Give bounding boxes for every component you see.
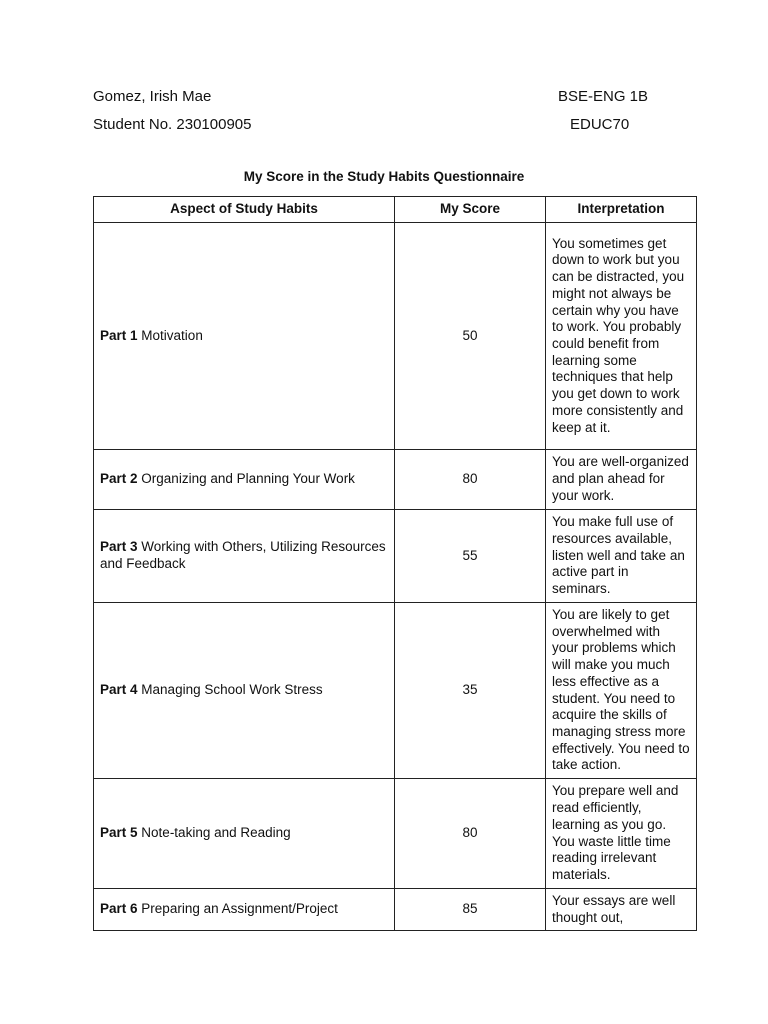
interpretation-cell: You are likely to get overwhelmed with your problems which will make you much less effective as a student. You need to acquire the skills of managing stress more effectively. You need to take action. (546, 603, 697, 779)
study-habits-score-table (93, 196, 697, 931)
aspect-cell (94, 450, 395, 510)
part-label: Part 4 (100, 682, 138, 698)
table-row (94, 779, 697, 889)
aspect-cell (94, 510, 395, 603)
aspect-cell (94, 603, 395, 779)
table-row (94, 603, 697, 779)
score-cell: 35 (395, 603, 546, 779)
part-label: Part 5 (100, 825, 138, 841)
table-row (94, 889, 697, 931)
aspect-name: Managing School Work Stress (141, 682, 323, 698)
table-row (94, 223, 697, 450)
student-name: Gomez, Irish Mae (93, 88, 212, 105)
aspect-cell (94, 223, 395, 450)
score-cell: 80 (395, 779, 546, 889)
score-cell: 85 (395, 889, 546, 931)
interpretation-cell: You sometimes get down to work but you can be distracted, you might not always be certain why you have to work. You probably could benefit from learning some techniques that help you get down to work more consistently and keep at it. (546, 223, 697, 450)
table-row (94, 450, 697, 510)
column-header-aspect: Aspect of Study Habits (94, 197, 395, 223)
part-label: Part 3 (100, 539, 138, 555)
table-header-row (94, 197, 697, 223)
aspect-name: Organizing and Planning Your Work (141, 471, 355, 487)
aspect-cell (94, 779, 395, 889)
aspect-name: Working with Others, Utilizing Resources and Feedback (100, 539, 386, 571)
student-number: Student No. 230100905 (93, 116, 252, 133)
interpretation-cell: You make full use of resources available, listen well and take an active part in seminars. (546, 510, 697, 603)
column-header-interpretation: Interpretation (546, 197, 697, 223)
aspect-name: Motivation (141, 327, 203, 343)
course-code: EDUC70 (570, 116, 630, 133)
part-label: Part 2 (100, 471, 138, 487)
table-row (94, 510, 697, 603)
column-header-score: My Score (395, 197, 546, 223)
program-code: BSE-ENG 1B (558, 88, 649, 105)
interpretation-cell: You prepare well and read efficiently, learning as you go. You waste little time reading irrelevant materials. (546, 779, 697, 889)
part-label: Part 6 (100, 901, 138, 917)
interpretation-cell: You are well-organized and plan ahead for your work. (546, 450, 697, 510)
part-label: Part 1 (100, 327, 138, 343)
interpretation-cell: Your essays are well thought out, (546, 889, 697, 931)
aspect-cell (94, 889, 395, 931)
score-cell: 50 (395, 223, 546, 450)
document-title: My Score in the Study Habits Questionnaire (243, 169, 525, 184)
aspect-name: Preparing an Assignment/Project (141, 901, 338, 917)
score-cell: 80 (395, 450, 546, 510)
aspect-name: Note-taking and Reading (141, 825, 291, 841)
score-cell: 55 (395, 510, 546, 603)
